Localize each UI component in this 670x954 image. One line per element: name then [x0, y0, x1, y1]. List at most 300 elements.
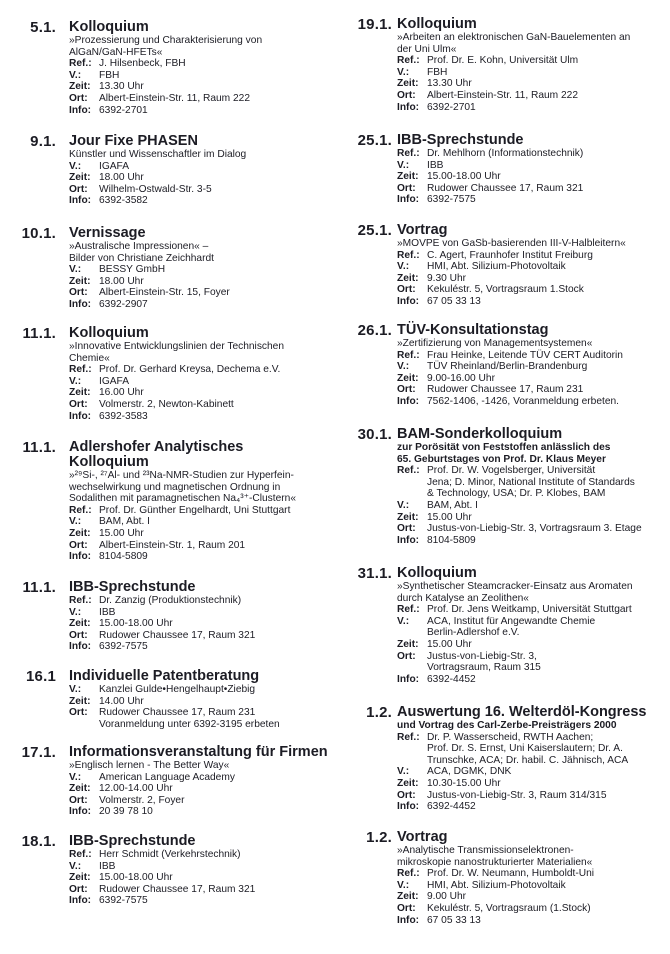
event-date: 16.1: [26, 668, 56, 685]
detail-label: V.:: [69, 771, 82, 783]
detail-value: 13.30 Uhr: [99, 81, 144, 93]
detail-row-info: [69, 411, 334, 423]
event-title: Auswertung 16. Welterdöl-Kongress: [397, 704, 647, 720]
detail-value: 15.00-18.00 Uhr: [99, 618, 173, 630]
detail-value: Wilhelm-Ostwald-Str. 3-5: [99, 183, 212, 195]
detail-label: Ort:: [397, 523, 416, 535]
event-title: Adlershofer Analytisches Kolloquium: [69, 439, 244, 470]
detail-row-v: [69, 70, 334, 82]
detail-label: Ort:: [69, 794, 88, 806]
detail-label: Info:: [397, 194, 420, 206]
detail-value: 13.30 Uhr: [427, 78, 472, 90]
detail-value: 15.00 Uhr: [427, 511, 472, 523]
detail-label: Ort:: [69, 287, 88, 299]
event-details: [69, 669, 334, 730]
detail-row-zeit: [397, 639, 669, 651]
event-date: 19.1.: [357, 16, 392, 33]
detail-label: Info:: [69, 104, 92, 116]
detail-label: Zeit:: [397, 272, 419, 284]
detail-label: Zeit:: [69, 618, 91, 630]
detail-label: Ort:: [397, 384, 416, 396]
detail-value: Albert-Einstein-Str. 11, Raum 222: [427, 89, 578, 101]
detail-row-info: [69, 551, 334, 563]
detail-row-zeit: [397, 778, 669, 790]
detail-label: Info:: [69, 298, 92, 310]
detail-row-zeit: [69, 276, 334, 288]
detail-row-v: [397, 880, 669, 892]
detail-value: 10.30-15.00 Uhr: [427, 777, 501, 789]
detail-value: Albert-Einstein-Str. 11, Raum 222: [99, 92, 250, 104]
detail-row-ref: [69, 505, 334, 517]
detail-value: Prof. Dr. Gerhard Kreysa, Dechema e.V.: [99, 364, 281, 376]
detail-label: V.:: [397, 879, 410, 891]
detail-label: Zeit:: [397, 372, 419, 384]
event-details: [397, 223, 669, 308]
detail-value: Prof. Dr. W. Neumann, Humboldt-Uni: [427, 868, 595, 880]
detail-value: 15.00 Uhr: [99, 527, 144, 539]
detail-row-ref: [69, 58, 334, 70]
event-date: 25.1.: [357, 222, 392, 239]
detail-value: 6392-2701: [99, 104, 148, 116]
detail-row-zeit: [397, 171, 669, 183]
detail-value: 6392-7575: [99, 895, 148, 907]
detail-label: V.:: [397, 766, 410, 778]
detail-label: Zeit:: [69, 172, 91, 184]
detail-value: Albert-Einstein-Str. 1, Raum 201: [99, 539, 246, 551]
detail-label: Ort:: [397, 650, 416, 662]
event-subtitle: »Australische Impressionen« – Bilder von Christiane Zeichhardt: [69, 241, 214, 264]
detail-label: V.:: [69, 264, 82, 276]
detail-row-info: [397, 915, 669, 927]
detail-value: Prof. Dr. Jens Weitkamp, Universität Stuttgart: [427, 604, 632, 616]
detail-row-zeit: [69, 528, 334, 540]
detail-row-zeit: [397, 512, 669, 524]
detail-value: Albert-Einstein-Str. 15, Foyer: [99, 287, 230, 299]
event-details: [397, 566, 669, 685]
detail-row-info: [69, 195, 334, 207]
detail-label: Ref.:: [397, 55, 420, 67]
detail-value: 8104-5809: [99, 551, 148, 563]
detail-label: Ref.:: [69, 504, 92, 516]
detail-row-ort: [397, 90, 669, 102]
detail-value: HMI, Abt. Silizium-Photovoltaik: [427, 879, 566, 891]
event-date: 11.1.: [22, 439, 56, 456]
detail-label: V.:: [69, 684, 82, 695]
detail-value: Rudower Chaussee 17, Raum 321: [99, 883, 256, 895]
detail-label: Info:: [397, 914, 420, 926]
detail-value: Rudower Chaussee 17, Raum 231: [427, 384, 584, 396]
detail-value: 9.30 Uhr: [427, 272, 467, 284]
detail-label: Ref.:: [397, 731, 420, 743]
detail-value: Dr. Zanzig (Produktionstechnik): [99, 595, 242, 606]
detail-label: V.:: [397, 361, 410, 373]
detail-row-ort: [397, 523, 669, 535]
detail-value: 16.00 Uhr: [99, 387, 144, 399]
detail-label: Info:: [397, 101, 420, 113]
detail-row-v: [69, 684, 334, 696]
event-date: 9.1.: [30, 133, 56, 150]
event-title: Kolloquium: [69, 19, 149, 35]
detail-row-v: [69, 861, 334, 873]
detail-row-zeit: [69, 872, 334, 884]
detail-row-v: [397, 67, 669, 79]
event-subtitle: und Vortrag des Carl-Zerbe-Preisträgers 2000: [397, 720, 617, 731]
event-title: Kolloquium: [69, 325, 149, 341]
event-date: 17.1.: [21, 744, 56, 761]
event-details: [69, 580, 334, 653]
event-date: 1.2.: [366, 829, 392, 846]
detail-row-v: [397, 766, 669, 778]
detail-value: IBB: [427, 159, 444, 171]
detail-label: V.:: [397, 615, 410, 627]
detail-row-zeit: [397, 78, 669, 90]
detail-row-ort: [397, 903, 669, 915]
event-title: Vortrag: [397, 222, 448, 238]
detail-value: 8104-5809: [427, 534, 476, 546]
detail-label: Ort:: [69, 707, 88, 719]
detail-row-ort: [69, 287, 334, 299]
detail-value: Justus-von-Liebig-Str. 3, Vortragsraum, Raum 315: [427, 650, 541, 674]
event-subtitle: »MOVPE von GaSb-basierenden III-V-Halbleitern«: [397, 238, 626, 249]
detail-value: IBB: [99, 860, 116, 872]
detail-label: Info:: [397, 534, 420, 546]
detail-label: Zeit:: [397, 171, 419, 183]
detail-value: FBH: [99, 69, 120, 81]
detail-label: Ref.:: [397, 604, 420, 616]
detail-row-ref: [69, 364, 334, 376]
detail-row-ort: [69, 795, 334, 807]
event-title: Kolloquium: [397, 16, 477, 32]
detail-row-zeit: [69, 696, 334, 708]
detail-label: Zeit:: [397, 638, 419, 650]
detail-value: 6392-3583: [99, 410, 148, 422]
detail-value: BAM, Abt. I: [427, 499, 478, 511]
detail-value: IBB: [99, 606, 116, 618]
event-details: [397, 17, 669, 113]
detail-label: Ref.:: [397, 349, 420, 361]
detail-value: Dr. Mehlhorn (Informationstechnik): [427, 148, 584, 159]
detail-value: 20 39 78 10: [99, 806, 153, 818]
detail-row-ref: [397, 350, 669, 362]
detail-row-ref: [397, 604, 669, 616]
detail-value: Herr Schmidt (Verkehrstechnik): [99, 849, 241, 860]
detail-value: FBH: [427, 66, 448, 78]
event-date: 26.1.: [357, 322, 392, 339]
detail-value: 6392-7575: [427, 194, 476, 206]
event-title: Kolloquium: [397, 565, 477, 581]
event-title: Individuelle Patentberatung: [69, 668, 260, 684]
event-date: 30.1.: [357, 426, 392, 443]
detail-label: Ref.:: [69, 595, 92, 606]
event-subtitle: »Englisch lernen - The Better Way«: [69, 760, 230, 771]
detail-label: Info:: [69, 195, 92, 207]
detail-label: Ort:: [397, 902, 416, 914]
detail-value: Rudower Chaussee 17, Raum 231 Voranmeldung unter 6392-3195 erbeten: [99, 707, 280, 730]
detail-row-zeit: [397, 373, 669, 385]
event-details: [69, 745, 334, 818]
detail-label: Ref.:: [397, 148, 420, 159]
detail-row-ort: [69, 884, 334, 896]
detail-row-ort: [397, 651, 669, 674]
detail-row-zeit: [397, 891, 669, 903]
event-details: [397, 133, 669, 206]
event-details: [69, 440, 334, 563]
detail-label: Ort:: [69, 92, 88, 104]
detail-value: BESSY GmbH: [99, 264, 166, 276]
detail-value: C. Agert, Fraunhofer Institut Freiburg: [427, 249, 593, 261]
event-details: [69, 326, 334, 422]
detail-value: 6392-3582: [99, 195, 148, 207]
detail-label: Ort:: [69, 629, 88, 641]
detail-value: IGAFA: [99, 160, 130, 172]
event-subtitle: »Synthetischer Steamcracker-Einsatz aus Aromaten durch Katalyse an Zeolithen«: [397, 581, 633, 604]
detail-row-info: [69, 806, 334, 818]
detail-value: 15.00-18.00 Uhr: [427, 171, 501, 183]
event-date: 1.2.: [366, 704, 392, 721]
detail-value: Prof. Dr. E. Kohn, Universität Ulm: [427, 55, 579, 67]
detail-label: Zeit:: [69, 387, 91, 399]
detail-label: Info:: [397, 673, 420, 685]
detail-row-zeit: [69, 387, 334, 399]
detail-value: 67 05 33 13: [427, 295, 481, 307]
detail-label: V.:: [69, 606, 82, 618]
detail-row-zeit: [69, 81, 334, 93]
detail-value: 7562-1406, -1426, Voranmeldung erbeten.: [427, 395, 620, 407]
detail-row-v: [69, 772, 334, 784]
detail-label: Ort:: [69, 539, 88, 551]
detail-label: Ort:: [397, 789, 416, 801]
detail-label: Info:: [397, 395, 420, 407]
detail-row-v: [397, 160, 669, 172]
detail-row-ref: [397, 465, 669, 500]
detail-row-zeit: [69, 618, 334, 630]
detail-row-v: [397, 616, 669, 639]
detail-row-v: [69, 264, 334, 276]
detail-value: Kanzlei Gulde•Hengelhaupt•Ziebig: [99, 684, 256, 695]
detail-label: Ort:: [69, 883, 88, 895]
detail-label: Zeit:: [69, 275, 91, 287]
detail-label: Zeit:: [397, 511, 419, 523]
event-title: IBB-Sprechstunde: [397, 132, 524, 148]
detail-value: Prof. Dr. Günther Engelhardt, Uni Stuttgart: [99, 504, 291, 516]
detail-row-ort: [69, 630, 334, 642]
detail-row-v: [397, 500, 669, 512]
event-date: 25.1.: [357, 132, 392, 149]
detail-label: Zeit:: [69, 527, 91, 539]
detail-value: Justus-von-Liebig-Str. 3, Vortragsraum 3. Etage: [427, 523, 642, 535]
detail-label: Info:: [69, 410, 92, 422]
detail-row-zeit: [69, 783, 334, 795]
detail-value: 6392-4452: [427, 673, 476, 685]
detail-label: V.:: [397, 499, 410, 511]
detail-value: Dr. P. Wasserscheid, RWTH Aachen; Prof. Dr. S. Ernst, Uni Kaiserslautern; Dr. A. Trunschke, ACA; Dr. habil. C. Jähnisch, ACA: [427, 731, 629, 766]
event-date: 11.1.: [22, 325, 56, 342]
event-details: [397, 830, 669, 926]
detail-row-ort: [69, 540, 334, 552]
event-subtitle: »Innovative Entwicklungslinien der Technischen Chemie«: [69, 341, 285, 364]
detail-value: Frau Heinke, Leitende TÜV CERT Auditorin: [427, 349, 623, 361]
detail-label: Ort:: [397, 89, 416, 101]
detail-value: BAM, Abt. I: [99, 516, 150, 528]
event-date: 10.1.: [21, 225, 56, 242]
event-subtitle: Künstler und Wissenschaftler im Dialog: [69, 149, 247, 160]
detail-row-info: [397, 535, 669, 547]
event-title: TÜV-Konsultationstag: [397, 322, 549, 338]
detail-label: Ref.:: [69, 58, 92, 70]
detail-row-ref: [397, 868, 669, 880]
detail-row-ort: [69, 707, 334, 730]
detail-row-ort: [69, 399, 334, 411]
event-details: [69, 834, 334, 907]
detail-row-ort: [69, 93, 334, 105]
detail-row-ort: [397, 284, 669, 296]
detail-value: 14.00 Uhr: [99, 695, 144, 707]
event-details: [69, 20, 334, 116]
detail-row-ref: [397, 732, 669, 767]
detail-row-v: [397, 361, 669, 373]
detail-label: Ref.:: [397, 465, 420, 477]
detail-row-v: [69, 376, 334, 388]
detail-row-ref: [397, 148, 669, 160]
detail-label: Ort:: [397, 284, 416, 296]
event-details: [397, 705, 669, 813]
detail-value: 12.00-14.00 Uhr: [99, 783, 173, 795]
detail-row-ort: [397, 790, 669, 802]
event-date: 5.1.: [30, 19, 56, 36]
detail-label: V.:: [69, 160, 82, 172]
event-date: 11.1.: [22, 579, 56, 596]
event-title: Vortrag: [397, 829, 448, 845]
detail-row-ort: [397, 384, 669, 396]
detail-value: American Language Academy: [99, 771, 235, 783]
event-subtitle: »Arbeiten an elektronischen GaN-Bauelementen an der Uni Ulm«: [397, 32, 631, 55]
detail-value: 15.00 Uhr: [427, 638, 472, 650]
detail-label: Zeit:: [397, 777, 419, 789]
detail-label: V.:: [397, 159, 410, 171]
detail-value: 18.00 Uhr: [99, 275, 144, 287]
detail-value: 6392-4452: [427, 801, 476, 813]
detail-row-ref: [69, 595, 334, 607]
detail-row-info: [397, 296, 669, 308]
event-title: Jour Fixe PHASEN: [69, 133, 198, 149]
event-subtitle: »Analytische Transmissionselektronen- mikroskopie nanostrukturierter Materialien«: [397, 845, 593, 868]
detail-row-ort: [69, 184, 334, 196]
detail-value: Kekuléstr. 5, Vortragsraum 1.Stock: [427, 284, 584, 296]
event-title: IBB-Sprechstunde: [69, 579, 196, 595]
detail-label: Info:: [69, 806, 92, 818]
detail-row-info: [397, 396, 669, 408]
detail-value: 9.00 Uhr: [427, 891, 467, 903]
detail-row-info: [69, 105, 334, 117]
event-subtitle: »Prozessierung und Charakterisierung von AlGaN/GaN-HFETs«: [69, 35, 263, 58]
detail-value: 6392-2701: [427, 101, 476, 113]
detail-row-ref: [397, 55, 669, 67]
detail-row-info: [397, 102, 669, 114]
detail-row-v: [397, 261, 669, 273]
detail-value: 67 05 33 13: [427, 914, 481, 926]
event-date: 31.1.: [357, 565, 392, 582]
detail-label: Ref.:: [397, 249, 420, 261]
detail-label: V.:: [69, 69, 82, 81]
event-title: IBB-Sprechstunde: [69, 833, 196, 849]
event-details: [69, 226, 334, 311]
detail-row-v: [69, 607, 334, 619]
detail-row-v: [69, 516, 334, 528]
detail-label: Zeit:: [69, 81, 91, 93]
detail-label: Ref.:: [69, 849, 92, 860]
detail-label: Ort:: [69, 183, 88, 195]
detail-label: Ref.:: [397, 868, 420, 880]
detail-row-info: [69, 895, 334, 907]
detail-value: Volmerstr. 2, Newton-Kabinett: [99, 398, 234, 410]
detail-value: 6392-2907: [99, 298, 148, 310]
detail-row-v: [69, 161, 334, 173]
detail-label: Zeit:: [69, 783, 91, 795]
detail-row-info: [397, 674, 669, 686]
detail-value: ACA, DGMK, DNK: [427, 766, 512, 778]
detail-label: Ort:: [69, 398, 88, 410]
detail-value: ACA, Institut für Angewandte Chemie Berlin-Adlershof e.V.: [427, 615, 596, 639]
detail-label: Info:: [69, 641, 92, 653]
event-title: Informationsveranstaltung für Firmen: [69, 744, 328, 760]
event-subtitle: »²⁹Si-, ²⁷Al- und ²³Na-NMR-Studien zur Hyperfein- wechselwirkung und magnetischen Ordnung in Sodalithen mit paramagnetischen Na₄³⁺-Clustern«: [69, 470, 296, 505]
detail-value: Kekuléstr. 5, Vortragsraum (1.Stock): [427, 902, 591, 914]
detail-label: Zeit:: [397, 891, 419, 903]
detail-label: V.:: [69, 375, 82, 387]
event-title: Vernissage: [69, 225, 146, 241]
detail-value: TÜV Rheinland/Berlin-Brandenburg: [427, 361, 588, 373]
detail-row-ref: [397, 250, 669, 262]
detail-row-ort: [397, 183, 669, 195]
detail-value: IGAFA: [99, 375, 130, 387]
detail-value: 6392-7575: [99, 641, 148, 653]
detail-label: V.:: [69, 860, 82, 872]
detail-value: Volmerstr. 2, Foyer: [99, 794, 185, 806]
detail-label: Ref.:: [69, 364, 92, 376]
detail-row-info: [69, 641, 334, 653]
detail-value: Prof. Dr. W. Vogelsberger, Universität Jena; D. Minor, National Institute of Standards & Technology, USA; Dr. P. Klobes, BAM: [427, 465, 635, 500]
detail-label: Info:: [69, 551, 92, 563]
event-subtitle: zur Porösität von Feststoffen anlässlich des 65. Geburtstages von Prof. Dr. Klaus Meyer: [397, 442, 611, 465]
detail-label: Info:: [69, 895, 92, 907]
detail-row-info: [397, 801, 669, 813]
detail-value: Justus-von-Liebig-Str. 3, Raum 314/315: [427, 789, 607, 801]
event-subtitle: »Zertifizierung von Managementsystemen«: [397, 338, 593, 349]
detail-label: Zeit:: [69, 872, 91, 884]
detail-row-zeit: [397, 273, 669, 285]
detail-label: V.:: [397, 261, 410, 273]
detail-value: Rudower Chaussee 17, Raum 321: [427, 182, 584, 194]
detail-value: 15.00-18.00 Uhr: [99, 872, 173, 884]
detail-row-zeit: [69, 172, 334, 184]
event-details: [397, 323, 669, 408]
detail-label: V.:: [69, 516, 82, 528]
detail-label: V.:: [397, 66, 410, 78]
detail-value: J. Hilsenbeck, FBH: [99, 58, 186, 70]
detail-value: 18.00 Uhr: [99, 172, 144, 184]
detail-value: 9.00-16.00 Uhr: [427, 372, 495, 384]
detail-row-info: [397, 194, 669, 206]
event-details: [397, 427, 669, 546]
detail-row-info: [69, 299, 334, 311]
detail-label: Zeit:: [397, 78, 419, 90]
event-details: [69, 134, 334, 207]
event-title: BAM-Sonderkolloquium: [397, 426, 563, 442]
detail-label: Info:: [397, 801, 420, 813]
detail-value: HMI, Abt. Silizium-Photovoltaik: [427, 261, 566, 273]
event-date: 18.1.: [21, 833, 56, 850]
detail-label: Zeit:: [69, 695, 91, 707]
